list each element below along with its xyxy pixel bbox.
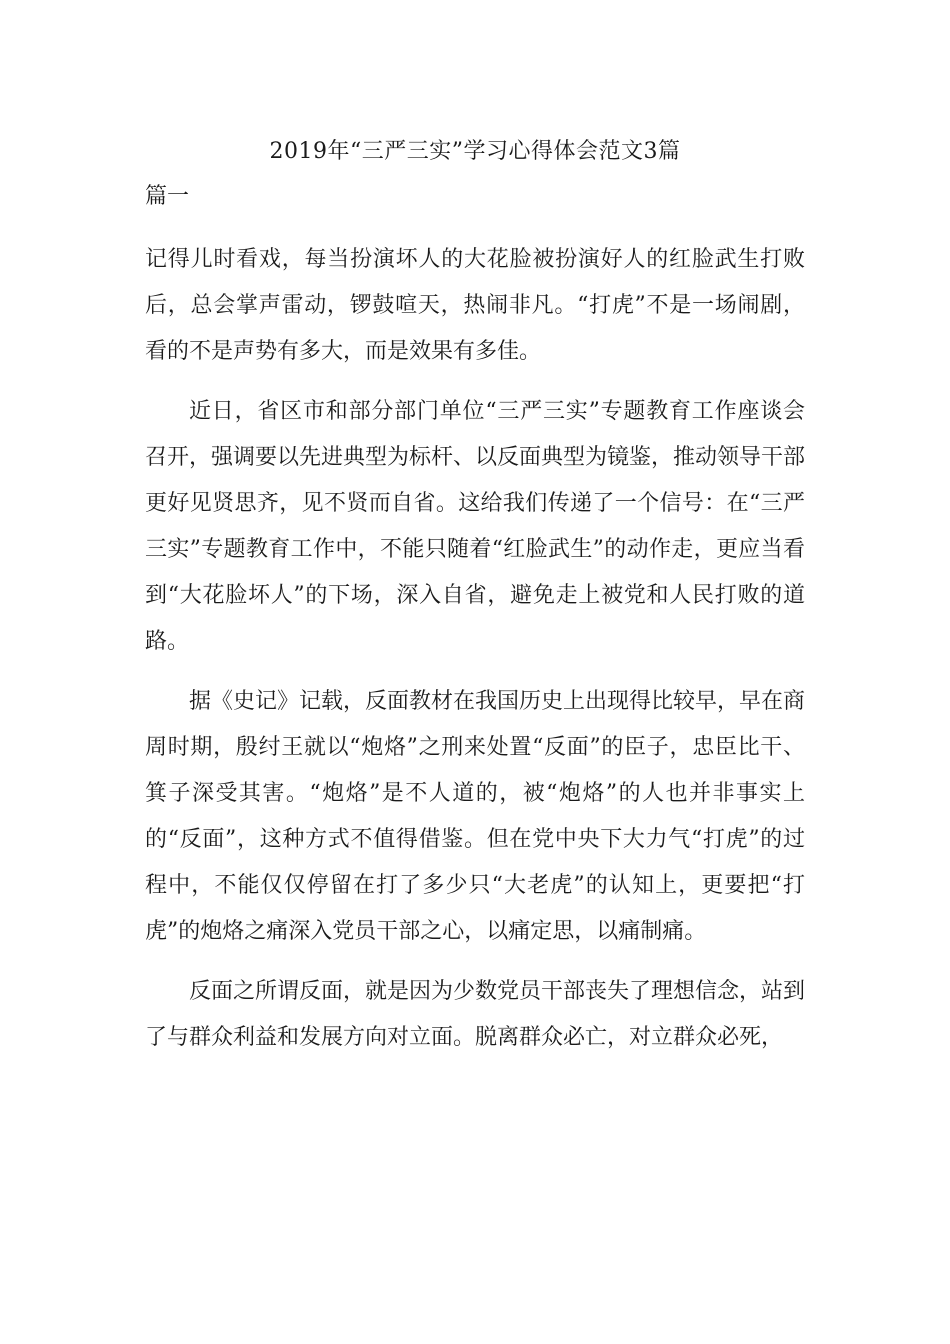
paragraph-3: 据《史记》记载，反面教材在我国历史上出现得比较早，早在商周时期，殷纣王就以“炮烙”之刑来处置“反面”的臣子，忠臣比干、箕子深受其害。“炮烙”是不人道的，被“炮烙”的人也并非事实上的“反面”，这种方式不值得借鉴。但在党中央下大力气“打虎”的过程中，不能仅仅停留在打了多少只“大老虎”的认知上，更要把“打虎”的炮烙之痛深入党员干部之心，以痛定思，以痛制痛。 xyxy=(145,689,806,944)
paragraph-2: 近日，省区市和部分部门单位“三严三实”专题教育工作座谈会召开，强调要以先进典型为标杆、以反面典型为镜鉴，推动领导干部更好见贤思齐，见不贤而自省。这给我们传递了一个信号：在“三严三实”专题教育工作中，不能只随着“红脸武生”的动作走，更应当看到“大花脸坏人”的下场，深入自省，避免走上被党和人民打败的道路。 xyxy=(145,399,806,654)
paragraph-1: 记得儿时看戏，每当扮演坏人的大花脸被扮演好人的红脸武生打败后，总会掌声雷动，锣鼓喧天，热闹非凡。“打虎”不是一场闹剧，看的不是声势有多大，而是效果有多佳。 xyxy=(145,247,805,364)
paragraph-4: 反面之所谓反面，就是因为少数党员干部丧失了理想信念，站到了与群众利益和发展方向对立面。脱离群众必亡，对立群众必死， xyxy=(145,979,806,1050)
document-body xyxy=(145,237,805,1075)
section-label: 篇一 xyxy=(145,184,190,209)
document-title: 2019年“三严三实”学习心得体会范文3篇 xyxy=(269,139,681,164)
